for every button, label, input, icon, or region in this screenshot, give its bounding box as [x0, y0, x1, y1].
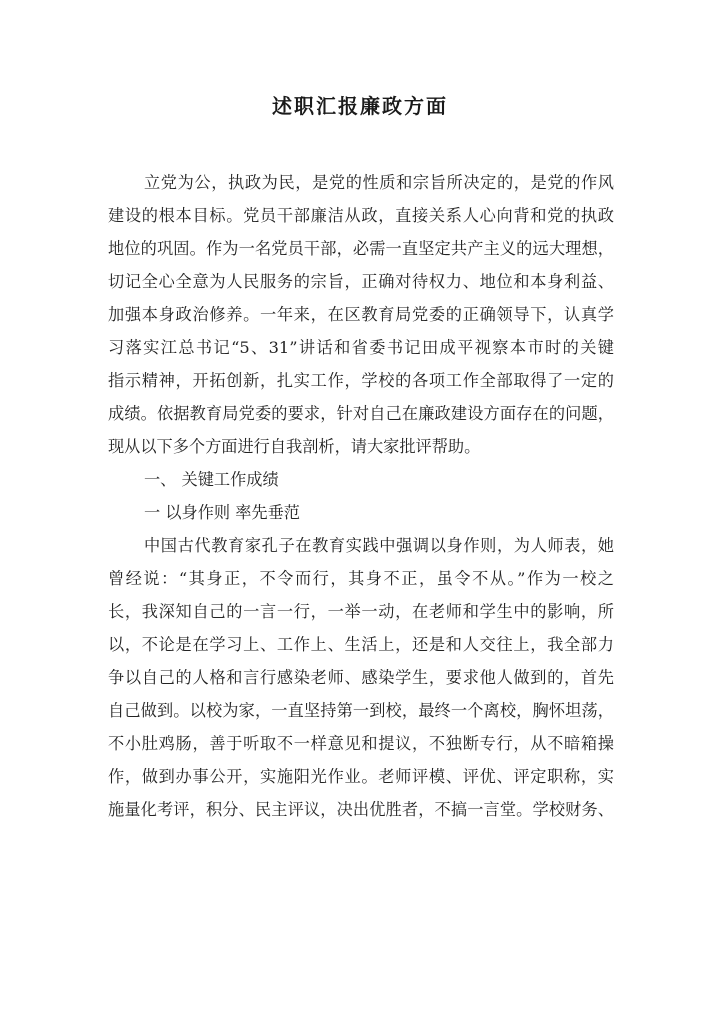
paragraph-line: 以，不论是在学习上、工作上、生活上，还是和人交往上，我全部力	[108, 635, 614, 654]
paragraph-line: 切记全心全意为人民服务的宗旨，正确对待权力、地位和本身利益、	[108, 272, 614, 291]
document-body	[108, 166, 614, 826]
paragraph-line: 地位的巩固。作为一名党员干部，必需一直坚定共产主义的远大理想，	[108, 239, 614, 258]
paragraph-line: 建设的根本目标。党员干部廉洁从政，直接关系人心向背和党的执政	[108, 206, 614, 225]
paragraph-line: 指示精神，开拓创新，扎实工作，学校的各项工作全部取得了一定的	[108, 371, 614, 390]
paragraph-line: 成绩。依据教育局党委的要求，针对自己在廉政建设方面存在的问题，	[108, 404, 614, 423]
document-title: 述职汇报廉政方面	[272, 94, 448, 118]
paragraph-line: 自己做到。以校为家，一直坚持第一到校，最终一个离校，胸怀坦荡，	[108, 701, 614, 720]
paragraph-line: 现从以下多个方面进行自我剖析，请大家批评帮助。	[108, 437, 481, 456]
paragraph-line: 施量化考评，积分、民主评议，决出优胜者，不搞一言堂。学校财务、	[108, 800, 614, 819]
paragraph-line: 立党为公，执政为民，是党的性质和宗旨所决定的，是党的作风	[144, 173, 614, 192]
paragraph-line: 中国古代教育家孔子在教育实践中强调以身作则，为人师表，她	[144, 536, 614, 555]
section-heading: 一、 关键工作成绩	[144, 470, 279, 489]
paragraph-line: 作，做到办事公开，实施阳光作业。老师评模、评优、评定职称，实	[108, 767, 614, 786]
paragraph-line: 曾经说：“其身正，不令而行，其身不正，虽令不从。”作为一校之	[108, 569, 614, 588]
paragraph-line: 长，我深知自己的一言一行，一举一动，在老师和学生中的影响，所	[108, 602, 614, 621]
paragraph-line: 争以自己的人格和言行感染老师、感染学生，要求他人做到的，首先	[108, 668, 614, 687]
subsection-heading: 一 以身作则 率先垂范	[144, 503, 300, 522]
paragraph-line: 习落实江总书记“5、31”讲话和省委书记田成平视察本市时的关键	[108, 338, 614, 357]
paragraph-line: 不小肚鸡肠，善于听取不一样意见和提议，不独断专行，从不暗箱操	[108, 734, 614, 753]
paragraph-line: 加强本身政治修养。一年来，在区教育局党委的正确领导下，认真学	[108, 305, 614, 324]
